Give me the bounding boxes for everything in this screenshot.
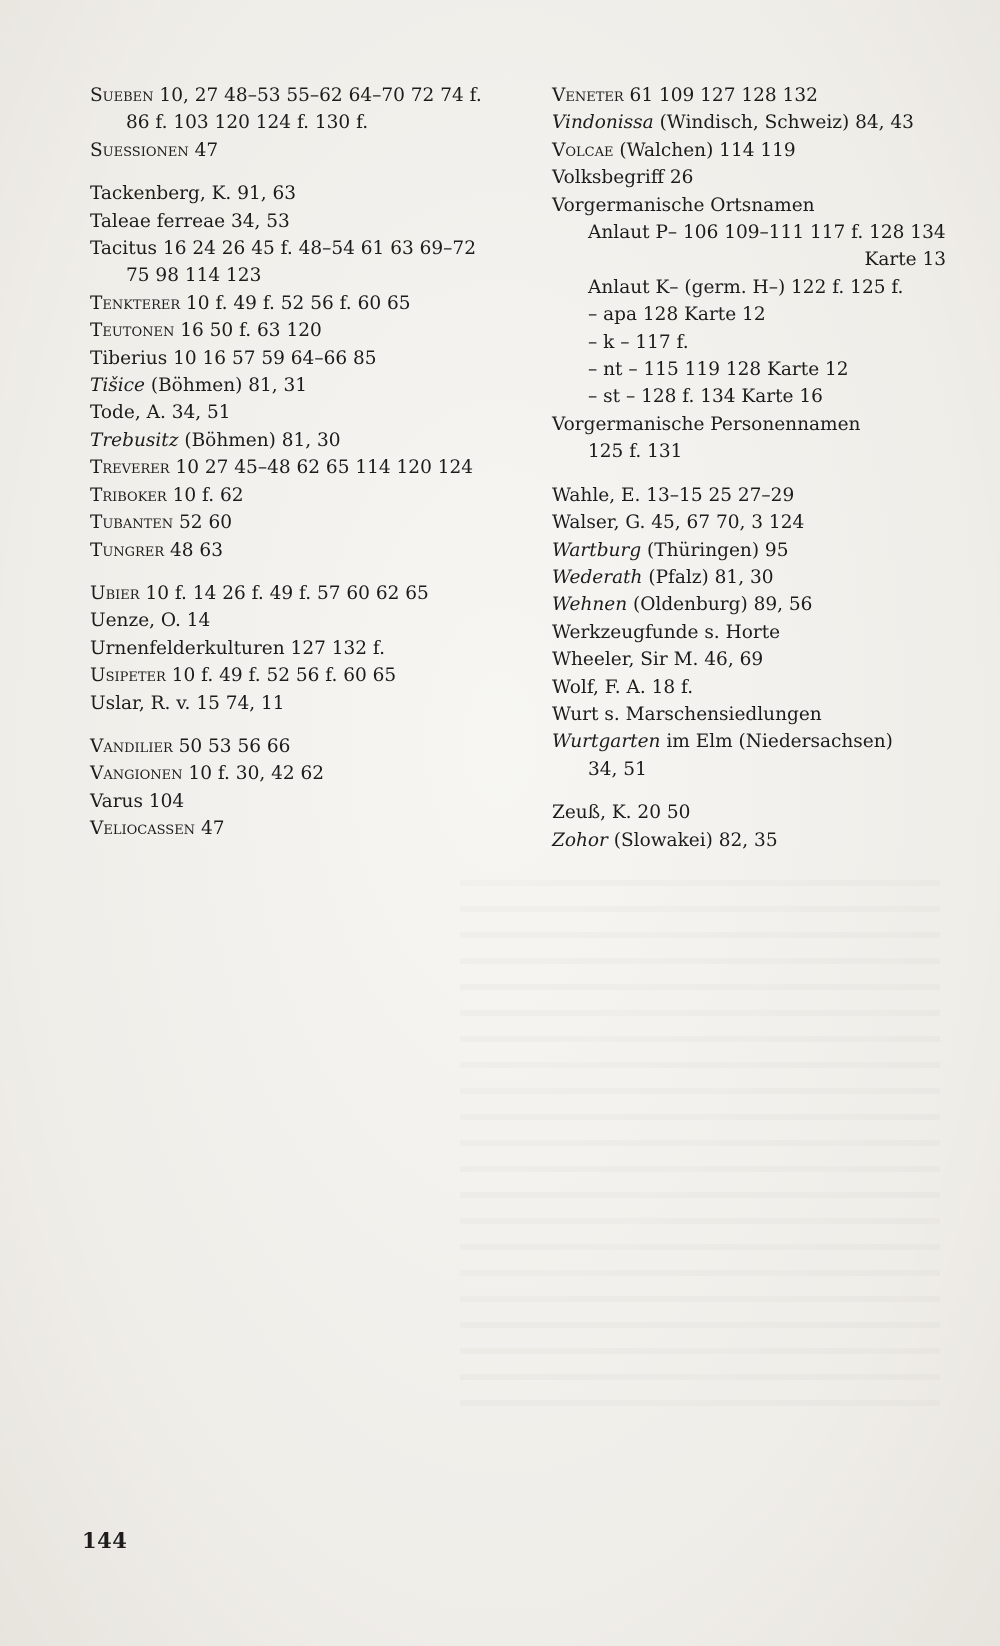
index-headword: Usipeter [90, 665, 166, 687]
index-entry [552, 438, 952, 465]
index-references: 46, 69 [698, 649, 764, 671]
index-references: 86 f. 103 120 124 f. 130 f. [126, 112, 369, 134]
index-headword: Sueben [90, 85, 154, 106]
index-references: 14 [180, 610, 211, 632]
index-headword: Volksbegriff [552, 167, 664, 189]
index-headword: Walser, G. [552, 512, 646, 534]
index-references: – k – 117 f. [588, 331, 689, 353]
index-references: 34, 51 [165, 402, 231, 424]
index-references: 52 60 [173, 512, 232, 534]
index-headword: Taleae ferreae [90, 210, 226, 232]
index-references: 10 27 45–48 62 65 114 120 124 [169, 457, 474, 479]
section-gap [90, 564, 510, 580]
section-gap [552, 783, 952, 799]
index-headword: Wheeler, Sir M. [552, 649, 699, 671]
index-references: 48 63 [164, 539, 223, 561]
index-entry [552, 799, 952, 826]
index-entry [90, 399, 510, 426]
index-references: 91, 63 [231, 183, 297, 205]
index-headword: Veneter [552, 85, 624, 106]
index-references: 15 74, 11 [190, 692, 285, 714]
index-entry [552, 591, 952, 618]
index-entry [90, 733, 510, 760]
index-headword: Treverer [90, 457, 170, 479]
index-entry [90, 82, 510, 109]
index-entry [90, 788, 510, 815]
section-gap [552, 466, 952, 482]
index-references: – st – 128 f. 134 Karte 16 [588, 386, 823, 408]
index-headword: Tubanten [90, 512, 174, 534]
index-headword: Teutonen [90, 320, 175, 342]
index-headword: Tackenberg, K. [90, 183, 232, 205]
index-headword: Wahle, E. [552, 484, 641, 506]
index-references: 10 f. 62 [166, 484, 244, 506]
index-entry [90, 607, 510, 634]
index-entry [90, 180, 510, 207]
index-headword: Trebusitz [90, 429, 179, 451]
index-references: s. Horte [698, 621, 781, 643]
index-references: – apa 128 Karte 12 [588, 304, 766, 326]
index-headword: Tenkterer [90, 292, 181, 314]
index-references: 16 24 26 45 f. 48–54 61 63 69–72 [157, 238, 476, 260]
index-entry [90, 235, 510, 262]
index-entry [90, 662, 510, 689]
index-headword: Tacitus [90, 238, 158, 260]
index-headword: Zohor [552, 829, 608, 851]
index-headword: Wurt [552, 703, 599, 725]
index-references: Anlaut P– 106 109–111 117 f. 128 134 [588, 222, 946, 244]
index-entry [552, 192, 952, 219]
index-entry [552, 756, 952, 783]
index-entry [552, 164, 952, 191]
index-entry [90, 482, 510, 509]
index-entry [90, 580, 510, 607]
index-references: 127 132 f. [284, 637, 386, 659]
index-references: Karte 13 [864, 249, 946, 271]
index-entry [552, 619, 952, 646]
index-references: 10 f. 49 f. 52 56 f. 60 65 [180, 292, 411, 314]
index-references: 16 50 f. 63 120 [174, 320, 322, 342]
index-headword: Vindonissa [552, 112, 654, 134]
index-references: 104 [142, 790, 185, 812]
section-gap [90, 717, 510, 733]
index-references: 10 f. 14 26 f. 49 f. 57 60 62 65 [139, 582, 429, 604]
index-entry [552, 674, 952, 701]
index-entry [90, 290, 510, 317]
index-headword: Vangionen [90, 763, 183, 785]
index-references: im Elm (Niedersachsen) [660, 731, 893, 753]
index-references: (Böhmen) 81, 31 [144, 375, 308, 397]
index-entry [552, 137, 952, 164]
show-through-texture [460, 860, 940, 1420]
index-entry [552, 274, 952, 301]
index-entry [552, 246, 952, 273]
index-references: 26 [663, 167, 694, 189]
index-headword: Wolf, F. A. [552, 676, 646, 698]
index-headword: Werkzeugfunde [552, 621, 699, 643]
index-column-right [552, 82, 952, 854]
index-entry [90, 690, 510, 717]
index-references: (Slowakei) 82, 35 [607, 829, 778, 851]
index-references: 10, 27 48–53 55–62 64–70 72 74 f. [153, 85, 482, 106]
index-headword: Wederath [552, 566, 643, 588]
index-references: 125 f. 131 [588, 441, 683, 463]
index-references: Anlaut K– (germ. H–) 122 f. 125 f. [588, 276, 904, 298]
index-headword: Tišice [90, 375, 145, 397]
index-references: (Böhmen) 81, 30 [178, 429, 341, 451]
index-references: s. Marschensiedlungen [598, 703, 822, 725]
index-entry [90, 262, 510, 289]
index-entry [90, 372, 510, 399]
index-references: 47 [188, 139, 219, 161]
index-entry [552, 827, 952, 854]
index-entry [552, 509, 952, 536]
index-entry [552, 728, 952, 755]
index-references: 47 [195, 818, 225, 840]
index-headword: Triboker [90, 484, 167, 506]
index-headword: Veliocassen [90, 818, 196, 840]
index-entry [552, 356, 952, 383]
index-references: 61 109 127 128 132 [623, 85, 818, 106]
index-entry [552, 482, 952, 509]
index-headword: Vorgermanische Ortsnamen [552, 194, 815, 216]
index-entry [90, 815, 510, 842]
index-headword: Ubier [90, 582, 140, 604]
index-entry [552, 646, 952, 673]
index-entry [90, 317, 510, 344]
index-entry [90, 109, 510, 136]
index-headword: Wehnen [552, 594, 628, 616]
index-entry [90, 760, 510, 787]
index-entry [552, 301, 952, 328]
index-entry [552, 109, 952, 136]
index-headword: Vandilier [90, 735, 173, 757]
index-references: (Pfalz) 81, 30 [642, 566, 774, 588]
index-column-left [90, 82, 510, 843]
index-entry [552, 219, 952, 246]
index-references: 10 f. 30, 42 62 [182, 763, 325, 785]
index-headword: Wurtgarten [552, 731, 661, 753]
index-headword: Suessionen [90, 139, 189, 161]
index-entry [552, 537, 952, 564]
index-references: (Thüringen) 95 [641, 539, 789, 561]
index-entry [90, 208, 510, 235]
index-headword: Uslar, R. v. [90, 692, 191, 714]
index-headword: Zeuß, K. [552, 802, 632, 824]
index-references: 20 50 [631, 802, 691, 824]
index-references: 45, 67 70, 3 124 [645, 512, 805, 534]
index-entry [90, 454, 510, 481]
index-headword: Uenze, O. [90, 610, 181, 632]
index-references: – nt – 115 119 128 Karte 12 [588, 359, 849, 381]
index-entry [90, 427, 510, 454]
index-entry [552, 411, 952, 438]
index-references: (Oldenburg) 89, 56 [627, 594, 813, 616]
index-references: 10 16 57 59 64–66 85 [167, 347, 377, 369]
index-entry [90, 635, 510, 662]
index-entry [552, 564, 952, 591]
index-references: 50 53 56 66 [172, 735, 291, 757]
index-entry [552, 701, 952, 728]
index-references: (Windisch, Schweiz) 84, 43 [653, 112, 914, 134]
index-entry [552, 383, 952, 410]
index-references: 75 98 114 123 [126, 265, 262, 287]
section-gap [90, 164, 510, 180]
page-number: 144 [82, 1528, 128, 1553]
index-references: 13–15 25 27–29 [640, 484, 795, 506]
index-headword: Tiberius [90, 347, 168, 369]
index-headword: Tungrer [90, 539, 165, 561]
index-headword: Vorgermanische Personennamen [552, 413, 861, 435]
index-references: (Walchen) 114 119 [613, 139, 796, 161]
index-entry [90, 345, 510, 372]
index-headword: Urnenfelderkulturen [90, 637, 285, 659]
index-references: 34, 53 [225, 210, 290, 232]
index-entry [552, 329, 952, 356]
index-entry [552, 82, 952, 109]
index-references: 18 f. [645, 676, 694, 698]
index-references: 34, 51 [588, 758, 647, 780]
index-headword: Volcae [552, 139, 614, 161]
index-entry [90, 537, 510, 564]
index-entry [90, 509, 510, 536]
index-headword: Varus [90, 790, 143, 812]
index-entry [90, 137, 510, 164]
index-headword: Wartburg [552, 539, 642, 561]
index-references: 10 f. 49 f. 52 56 f. 60 65 [165, 665, 397, 687]
index-headword: Tode, A. [90, 402, 166, 424]
